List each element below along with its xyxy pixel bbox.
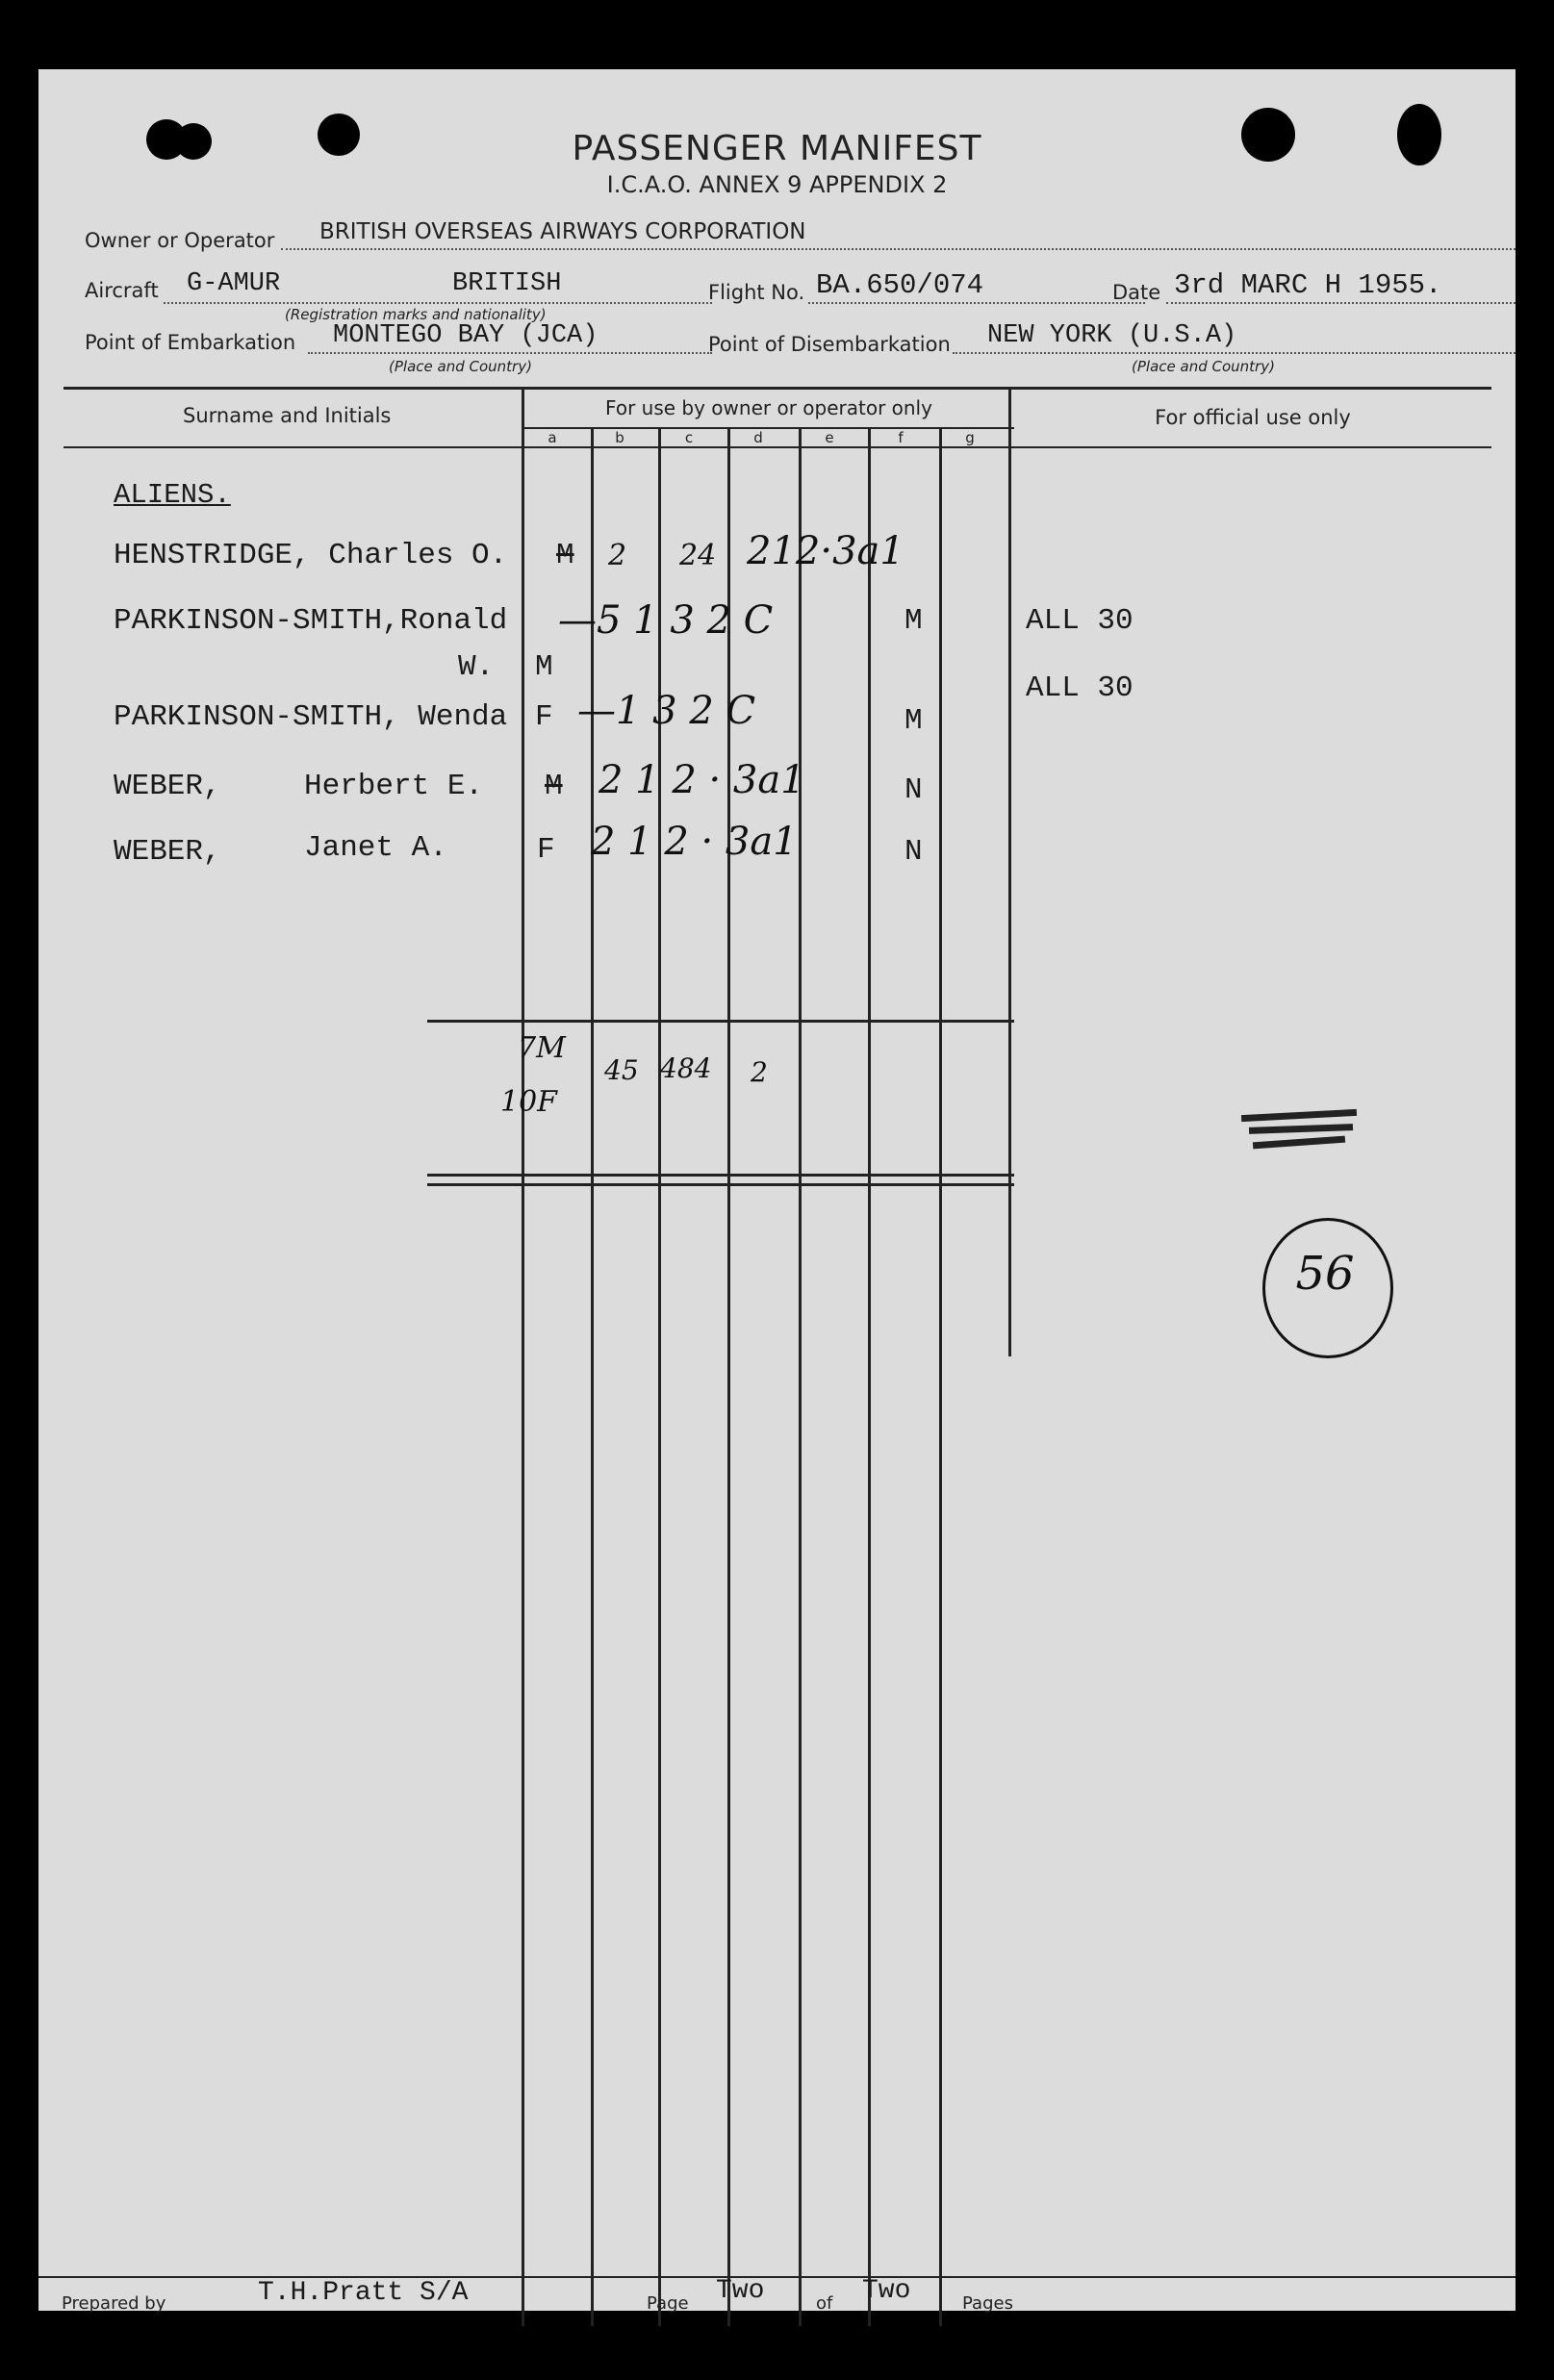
cell-a: F <box>535 700 553 734</box>
flight-value: BA.650/074 <box>816 269 984 301</box>
double-rule <box>427 1174 1014 1177</box>
aircraft-reg: G-AMUR <box>187 269 281 298</box>
official-note: ALL 30 <box>1026 671 1134 705</box>
disembark-note: (Place and Country) <box>1132 358 1275 375</box>
cell-c: 24 <box>679 539 717 572</box>
col-line <box>868 427 871 2326</box>
col-line <box>799 427 802 2326</box>
form-subtitle: I.C.A.O. ANNEX 9 APPENDIX 2 <box>606 171 948 198</box>
subcol-f: f <box>898 429 904 446</box>
subcol-a: a <box>548 429 557 446</box>
scribble-mark <box>1249 1124 1353 1134</box>
totals-rule <box>427 1020 1014 1023</box>
date-value: 3rd MARC H 1955. <box>1174 269 1442 301</box>
cell-a: M <box>556 539 574 572</box>
col-line <box>1008 387 1011 1356</box>
page-value: Two <box>716 2276 765 2306</box>
col-surname-header: Surname and Initials <box>183 404 392 427</box>
aircraft-nationality: BRITISH <box>452 269 562 298</box>
disembark-value: NEW YORK (U.S.A) <box>987 321 1237 350</box>
prepared-value: T.H.Pratt S/A <box>258 2278 469 2308</box>
passenger-given-name: Janet A. <box>304 831 447 865</box>
passenger-name: PARKINSON-SMITH,Ronald <box>114 604 508 638</box>
col-line <box>522 387 524 2326</box>
disembark-label: Point of Disembarkation <box>708 333 951 356</box>
handwritten-code: 2 1 2 · 3a1 <box>599 758 805 802</box>
flight-label: Flight No. <box>708 281 805 304</box>
col-line <box>939 427 942 2326</box>
subcol-c: c <box>684 429 694 446</box>
scribble-mark <box>1241 1109 1357 1122</box>
cell-f: M <box>904 604 923 638</box>
col-official-header: For official use only <box>1155 406 1351 429</box>
section-heading: ALIENS. <box>114 479 231 511</box>
embark-note: (Place and Country) <box>389 358 532 375</box>
prepared-label: Prepared by <box>62 2293 166 2314</box>
table-top-rule <box>64 387 1491 390</box>
col-owner-header: For use by owner or operator only <box>605 396 932 419</box>
total-c: 484 <box>660 1052 712 1084</box>
embark-dotline <box>308 352 712 354</box>
cell-f: N <box>904 835 923 869</box>
passenger-name: PARKINSON-SMITH, Wenda <box>114 700 508 734</box>
total-females: 10F <box>500 1085 557 1119</box>
cell-f: M <box>904 704 923 738</box>
flight-dotline <box>808 302 1145 304</box>
handwritten-code: 212·3a1 <box>747 529 904 573</box>
disembark-dotline <box>953 352 1516 354</box>
scribble-mark <box>1253 1136 1345 1150</box>
owner-dotline <box>281 248 1516 250</box>
form-title: PASSENGER MANIFEST <box>572 129 982 168</box>
subcol-d: d <box>753 429 763 446</box>
of-label: of <box>816 2293 833 2314</box>
embark-label: Point of Embarkation <box>85 331 296 354</box>
handwritten-code: 2 1 2 · 3a1 <box>591 820 798 864</box>
circled-number: 56 <box>1295 1247 1355 1301</box>
date-label: Date <box>1112 281 1161 304</box>
total-d: 2 <box>751 1056 768 1088</box>
passenger-name: HENSTRIDGE, Charles O. <box>114 539 508 572</box>
passenger-name: WEBER, <box>114 770 221 803</box>
embark-value: MONTEGO BAY (JCA) <box>333 321 599 350</box>
of-value: Two <box>862 2276 911 2306</box>
pages-label: Pages <box>962 2293 1013 2314</box>
page-label: Page <box>647 2293 689 2314</box>
official-note: ALL 30 <box>1026 604 1134 638</box>
total-b: 45 <box>604 1054 639 1086</box>
aircraft-dotline <box>164 302 712 304</box>
cell-a: M <box>535 650 553 684</box>
handwritten-code: —5 1 3 2 C <box>558 598 774 643</box>
cell-f: N <box>904 773 923 807</box>
aircraft-label: Aircraft <box>85 279 159 302</box>
cell-a: M <box>545 770 563 803</box>
cell-b: 2 <box>608 539 627 572</box>
table-header-rule <box>64 446 1491 448</box>
double-rule <box>427 1183 1014 1186</box>
handwritten-code: —1 3 2 C <box>577 689 756 733</box>
passenger-name-cont: W. <box>458 650 495 684</box>
manifest-page <box>38 69 1516 2314</box>
passenger-name: WEBER, <box>114 835 221 869</box>
owner-label: Owner or Operator <box>85 229 275 252</box>
owner-value: BRITISH OVERSEAS AIRWAYS CORPORATION <box>319 219 806 244</box>
cell-a: F <box>537 833 555 867</box>
subcol-g: g <box>965 429 975 446</box>
passenger-given-name: Herbert E. <box>304 770 484 803</box>
subcol-e: e <box>825 429 834 446</box>
date-dotline <box>1166 302 1516 304</box>
subcol-b: b <box>615 429 624 446</box>
registration-note: (Registration marks and nationality) <box>285 306 547 323</box>
total-males: 7M <box>518 1031 566 1065</box>
